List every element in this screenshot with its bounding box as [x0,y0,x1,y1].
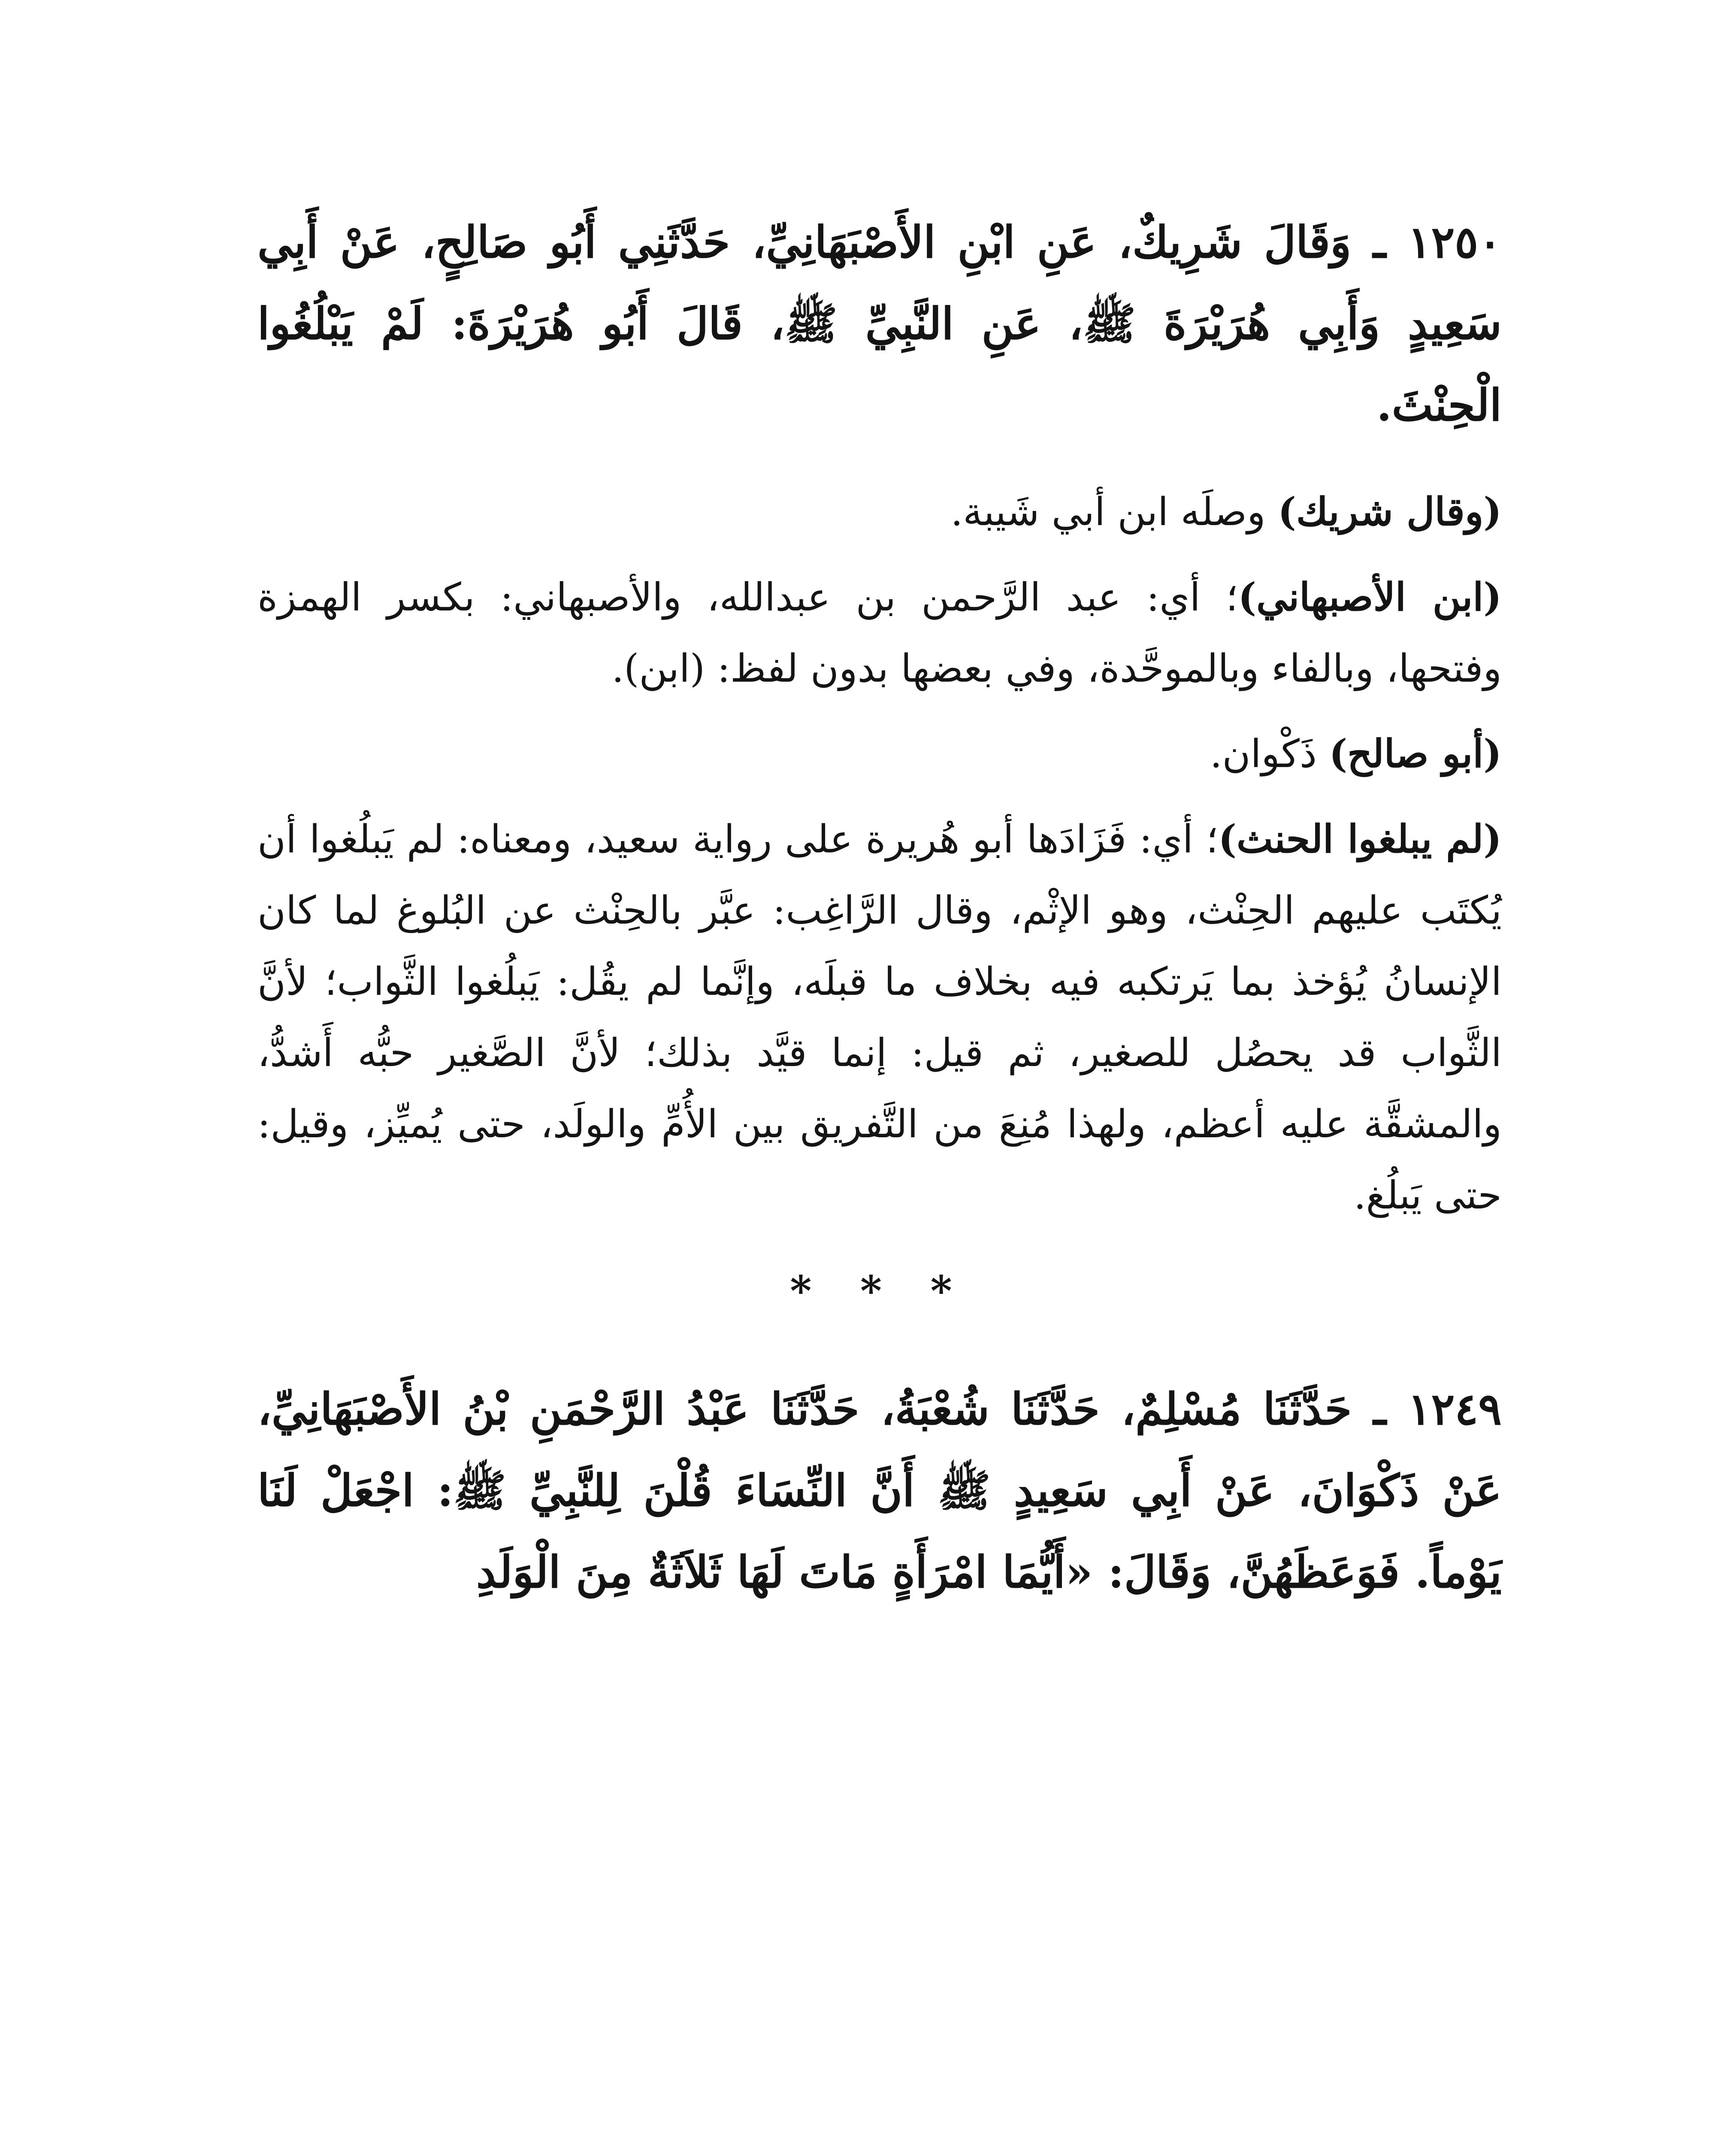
commentary-line [257,718,1502,790]
commentary-lemma: (لم يبلغوا الحنث) [1218,816,1502,862]
commentary-text: ؛ أي: فَزَادَها أبو هُريرة على رواية سعيد، ومعناه: لم يَبلُغوا أن يُكتَب عليهم الحِنْث، وهو الإثْم، وقال الرَّاغِب: عبَّر بالحِنْث عن البُلوغ لما كان الإنسانُ يُؤخذ بما يَرتكبه فيه بخلاف ما قبلَه، وإنَّما لم يقُل: يَبلُغوا الثَّواب؛ لأنَّ الثَّواب قد يحصُل للصغير، ثم قيل: إنما قيَّد بذلك؛ لأنَّ الصَّغير حبُّه أَشدُّ، والمشقَّة عليه أعظم، ولهذا مُنِعَ من التَّفريق بين الأُمِّ والولَد، حتى يُميِّز، وقيل: حتى يَبلُغ. [257,817,1502,1218]
page-body [257,202,1502,2145]
section-separator: * * * [790,1267,969,1315]
commentary-text: ذَكْوان. [1210,731,1329,776]
commentary-line [257,562,1502,704]
spacer [257,704,1502,718]
commentary-line [257,476,1502,548]
commentary-lemma: (ابن الأصبهاني) [1238,574,1502,620]
hadith-1250: ١٢٥٠ ـ وَقَالَ شَرِيكٌ، عَنِ ابْنِ الأَصْبَهَانِيِّ، حَدَّثَنِي أَبُو صَالِحٍ، عَنْ أَبِي سَعِيدٍ وَأَبِي هُرَيْرَةَ ﷺ، عَنِ النَّبِيِّ ﷺ، قَالَ أَبُو هُرَيْرَةَ: لَمْ يَبْلُغُوا الْحِنْثَ. [257,217,1502,431]
spacer [257,446,1502,476]
commentary-lemma: (أبو صالح) [1329,731,1502,776]
spacer [257,790,1502,804]
commentary-text: وصلَه ابن أبي شَيبة. [950,489,1278,535]
spacer [257,548,1502,562]
commentary-text: ؛ أي: عبد الرَّحمن بن عبدالله، والأصبهاني: بكسر الهمزة وفتحها، وبالفاء وبالموحَّدة، وفي بعضها بدون لفظ: (ابن). [257,575,1502,691]
hadith-1249: ١٢٤٩ ـ حَدَّثَنَا مُسْلِمٌ، حَدَّثَنَا شُعْبَةُ، حَدَّثَنَا عَبْدُ الرَّحْمَنِ بْنُ الأَصْبَهَانِيِّ، عَنْ ذَكْوَانَ، عَنْ أَبِي سَعِيدٍ ﷺ أَنَّ النِّسَاءَ قُلْنَ لِلنَّبِيِّ ﷺ: اجْعَلْ لَنَا يَوْماً. فَوَعَظَهُنَّ، وَقَالَ: «أَيُّمَا امْرَأَةٍ مَاتَ لَهَا ثَلاَثَةٌ مِنَ الْوَلَدِ [257,1384,1502,1598]
commentary-lemma: (وقال شريك) [1278,489,1502,535]
commentary-line [257,804,1502,1231]
